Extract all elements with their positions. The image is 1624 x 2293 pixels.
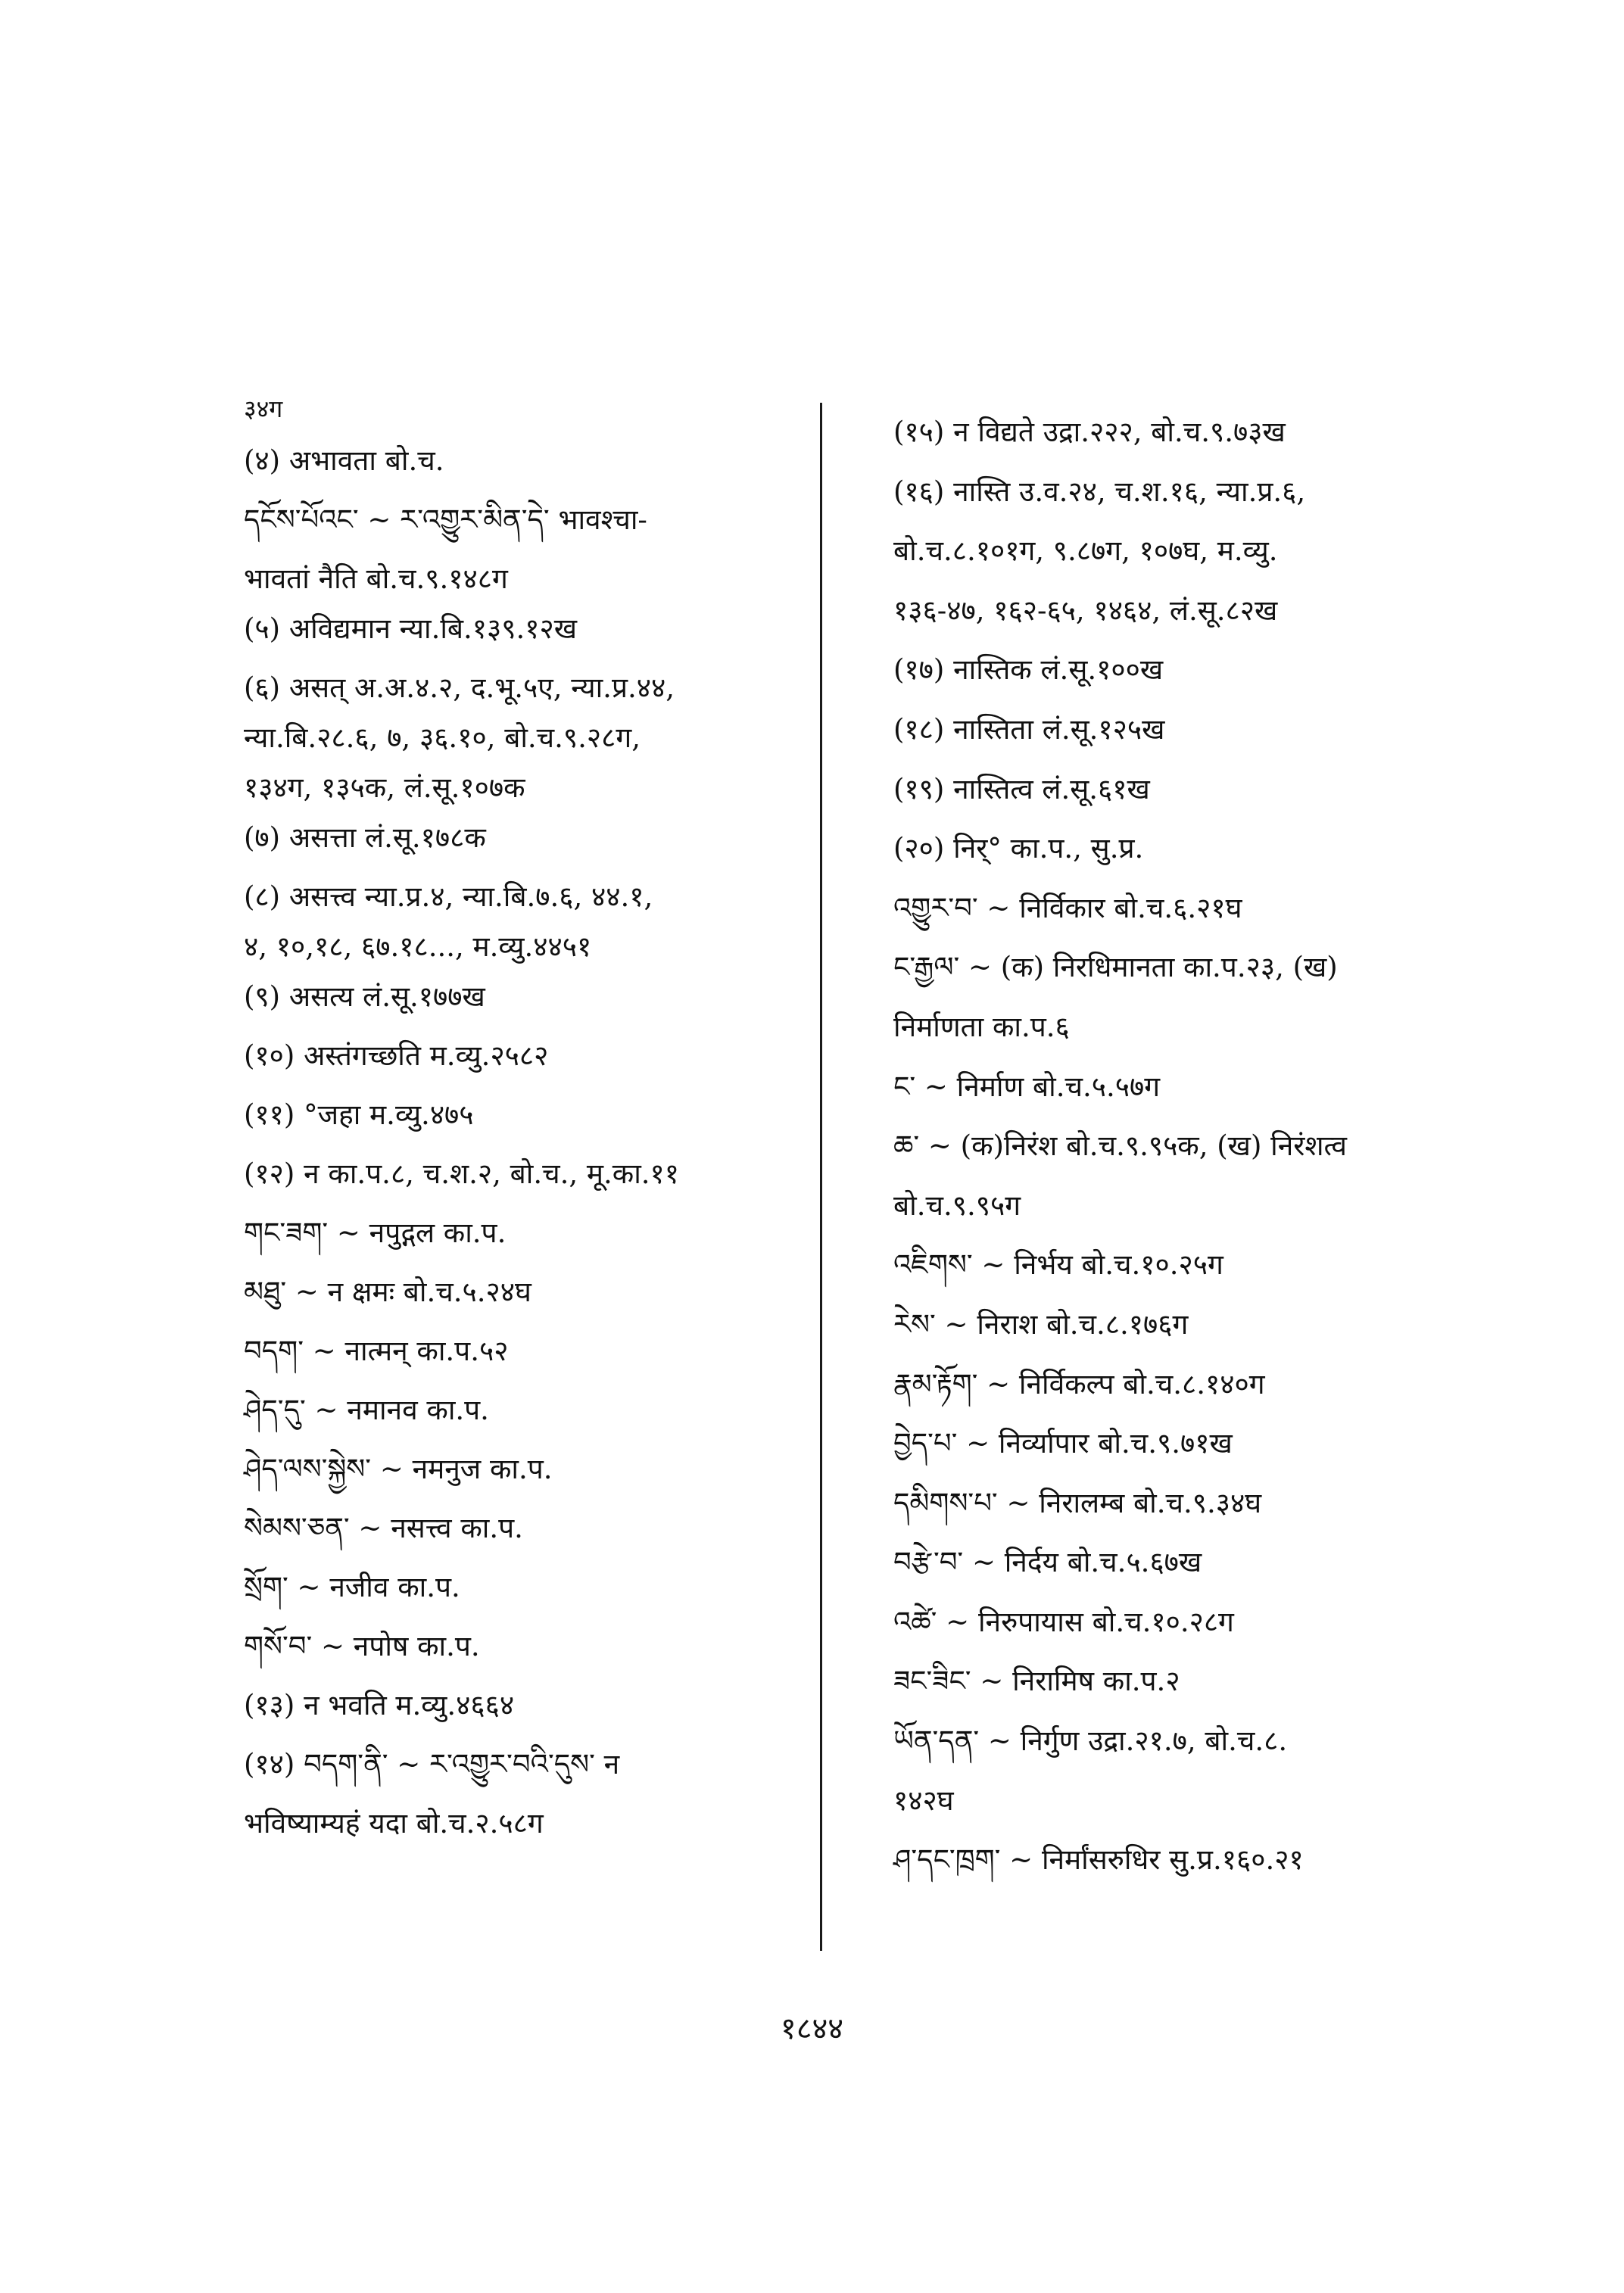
- entry-line: (१२) न का.प.८, च.श.२, बो.च., मू.का.११: [244, 1157, 680, 1190]
- entry-line: རེས་ ~ निराश बो.च.८.१७६ग: [893, 1307, 1189, 1341]
- entry-line: (४) अभावता बो.च.: [244, 444, 444, 477]
- left-column: [244, 394, 804, 1865]
- entry-line: ཡོན་དན་ ~ निर्गुण उद्रा.२१.७, बो.च.८.: [893, 1724, 1288, 1758]
- entry-line: (१८) नास्तिता लं.सू.१२५ख: [893, 712, 1165, 746]
- entry-line: ཤེད་ལས་སྐྱེས་ ~ नमनुज का.प.: [244, 1453, 553, 1485]
- entry-line: སྲོག་ ~ नजीव का.प.: [244, 1571, 460, 1603]
- entry-line: མཐུ་ ~ न क्षमः बो.च.५.२४घ: [244, 1276, 531, 1308]
- entry-line: འཇིགས་ ~ निर्भय बो.च.१०.२५ग: [893, 1248, 1223, 1282]
- entry-line: དངོས་པོའང་ ~ ར་འགྱུར་མིན་དེ་ भावश्चा-: [244, 503, 647, 536]
- entry-line: (१०) अस्तंगच्छति म.व्यु.२५८२: [244, 1039, 549, 1072]
- entry-line: དམིགས་པ་ ~ निरालम्ब बो.च.९.३४घ: [893, 1486, 1262, 1519]
- entry-line: (१४) བདག་ནི་ ~ ར་འགྱུར་བའི་དུས་ न: [244, 1748, 620, 1781]
- entry-line: བྱེད་པ་ ~ निर्व्यापार बो.च.९.७१ख: [893, 1427, 1233, 1460]
- entry-line: (१९) नास्तित्व लं.सू.६१ख: [893, 772, 1150, 805]
- entry-line: १३४ग, १३५क, लं.सू.१०७क: [244, 771, 525, 804]
- entry-line: बो.च.९.९५ग: [893, 1189, 1021, 1222]
- entry-line: १४२घ: [893, 1784, 954, 1817]
- entry-line: བདག་ ~ नात्मन् का.प.५२: [244, 1335, 509, 1367]
- entry-line: འཚེ་ ~ निरुपायास बो.च.१०.२८ग: [893, 1605, 1234, 1638]
- entry-line: (२०) निर्° का.प., सु.प्र.: [893, 832, 1144, 865]
- entry-line: ཟང་ཟིང་ ~ निरामिष का.प.२: [893, 1665, 1180, 1698]
- entry-line: རྣམ་རྟོག་ ~ निर्विकल्प बो.च.८.१४०ग: [893, 1367, 1265, 1400]
- entry-line: न्या.बि.२८.६, ७, ३६.१०, बो.च.९.२८ग,: [244, 721, 641, 754]
- entry-line: (९) असत्य लं.सू.१७७ख: [244, 980, 485, 1013]
- entry-line: གསོ་བ་ ~ नपोष का.प.: [244, 1630, 480, 1662]
- entry-line: (१५) न विद्यते उद्रा.२२२, बो.च.९.७३ख: [893, 416, 1286, 448]
- entry-line: भविष्याम्यहं यदा बो.च.२.५८ग: [244, 1807, 544, 1840]
- entry-line: (१३) न भवति म.व्यु.४६६४: [244, 1689, 515, 1721]
- entry-line: बो.च.८.१०१ग, ९.८७ग, १०७घ, म.व्यु.: [893, 534, 1278, 568]
- entry-line: ཆ་ ~ (क)निरंश बो.च.९.९५क, (ख) निरंशत्व: [893, 1129, 1347, 1163]
- entry-line: ३४ग: [244, 394, 283, 423]
- entry-line: གང་ཟག་ ~ नपुद्गल का.प.: [244, 1217, 507, 1249]
- entry-line: (११) °जहा म.व्यु.४७५: [244, 1098, 474, 1131]
- entry-line: བརྩེ་བ་ ~ निर्दय बो.च.५.६७ख: [893, 1546, 1202, 1579]
- entry-line: (८) असत्त्व न्या.प्र.४, न्या.बि.७.६, ४४.१,: [244, 880, 653, 913]
- entry-line: १३६-४७, १६२-६५, १४६४, लं.सू.८२ख: [893, 594, 1278, 627]
- entry-line: ང་ ~ निर्माण बो.च.५.५७ग: [893, 1070, 1161, 1103]
- entry-line: (७) असत्ता लं.सू.१७८क: [244, 821, 486, 854]
- entry-line: ཤ་དང་ཁྲག་ ~ निर्मांसरुधिर सु.प्र.१६०.२१: [893, 1843, 1304, 1877]
- entry-line: (१६) नास्ति उ.व.२४, च.श.१६, न्या.प्र.६,: [893, 475, 1306, 508]
- entry-line: ४, १०,१८, ६७.१८..., म.व्यु.४४५१: [244, 930, 592, 963]
- column-divider: [820, 403, 822, 1951]
- entry-line: भावतां नैति बो.च.९.१४८ग: [244, 562, 508, 595]
- entry-line: ཤེད་དུ་ ~ नमानव का.प.: [244, 1394, 489, 1426]
- entry-line: འགྱུར་བ་ ~ निर्विकार बो.च.६.२१घ: [893, 891, 1242, 924]
- entry-line: (६) असत् अ.अ.४.२, द.भू.५ए, न्या.प्र.४४,: [244, 671, 675, 704]
- entry-line: निर्माणता का.प.६: [893, 1010, 1070, 1043]
- page-number: १८४४: [780, 2011, 844, 2046]
- entry-line: ང་རྒྱལ་ ~ (क) निरधिमानता का.प.२३, (ख): [893, 951, 1338, 984]
- right-column: [893, 415, 1469, 1902]
- entry-line: སེམས་ཅན་ ~ नसत्त्व का.प.: [244, 1512, 523, 1544]
- entry-line: (१७) नास्तिक लं.सू.१००ख: [893, 653, 1164, 687]
- entry-line: (५) अविद्यमान न्या.बि.१३९.१२ख: [244, 612, 578, 645]
